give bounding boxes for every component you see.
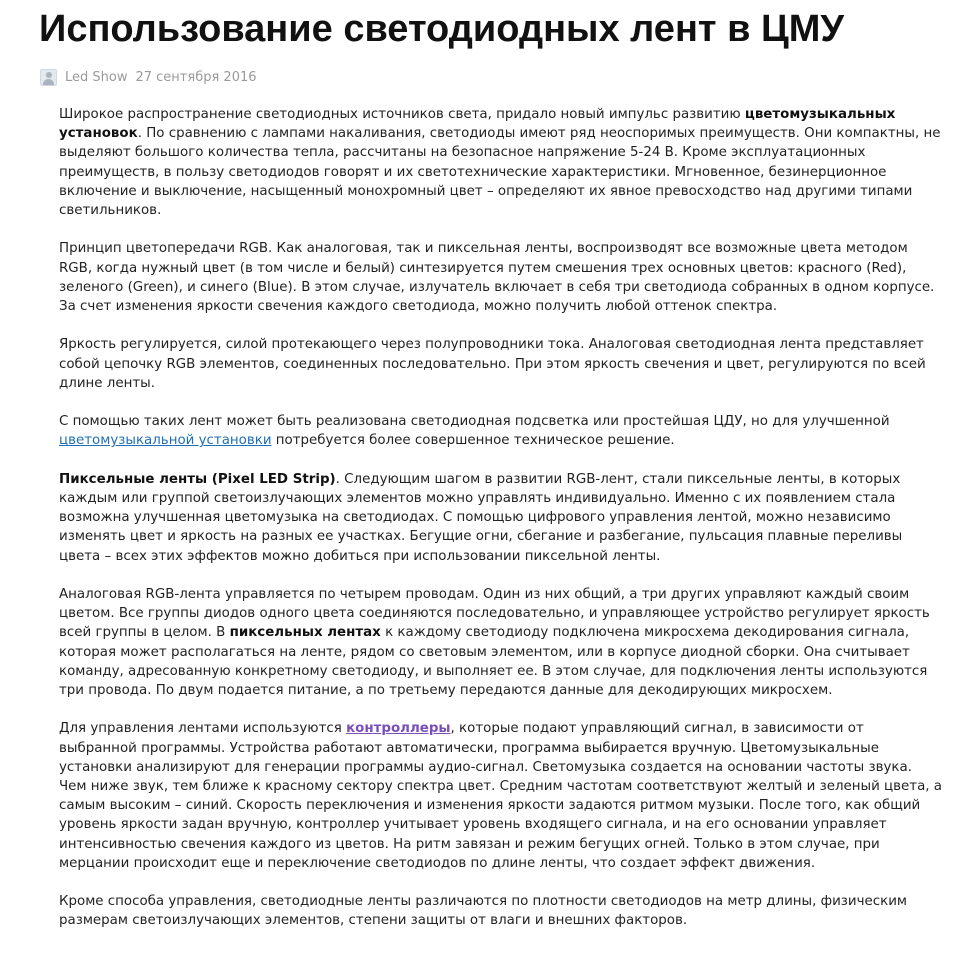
bold-term: цветомузыкальных установок — [59, 107, 896, 142]
paragraph-analog-control: Аналоговая RGB-лента управляется по четырем проводам. Один из них общий, а три других управляют каждый своим цветом. Все группы диодов одного цвета соединяются последовательно, и управляющее устройство регулирует яркость всей группы в целом. В пиксельных лентах к каждому светодиоду подключена микросхема декодирования сигнала, которая может располагаться на ленте, рядом со световым элементом, или в корпусе диодной сборки. Она считывает команду, адресованную конкретному светодиоду, и выполняет ее. В этом случае, для подключения ленты используются три провода. По двум подается питание, а по третьему передаются данные для декодирующих микросхем. — [59, 587, 930, 699]
paragraph-pixel-strips: Пиксельные ленты (Pixel LED Strip). Следующим шагом в развитии RGB-лент, стали пиксельные ленты, в которых каждым или группой светоизлучающих элементов можно управлять индивидуально. Именно с их появлением стала возможна улучшенная цветомузыка на светодиодах. С помощью цифрового управления лентой, можно независимо изменять цвет и яркость на разных ее участках. Бегущие огни, сбегание и разбегание, пульсация плавные переливы цвета – всех этих эффектов можно добиться при использовании пиксельной ленты. — [59, 471, 903, 564]
paragraph-simple-cdu: С помощью таких лент может быть реализована светодиодная подсветка или простейшая ЦДУ, но для улучшенной цветомузыкальной установки потребуется более совершенное техническое решение. — [59, 414, 890, 449]
page-title: Использование светодиодных лент в ЦМУ — [39, 8, 845, 50]
bold-term: пиксельных лентах — [229, 625, 381, 641]
post-meta — [40, 67, 257, 87]
user-avatar-icon — [40, 69, 57, 86]
paragraph-density: Кроме способа управления, светодиодные ленты различаются по плотности светодиодов на метр длины, физическим размерам светоизлучающих элементов, степени защиты от влаги и внешних факторов. — [59, 894, 908, 929]
paragraph-intro: Широкое распространение светодиодных источников света, придало новый импульс развитию цветомузыкальных установок. По сравнению с лампами накаливания, светодиоды имеют ряд неоспоримых преимуществ. Они компактны, не выделяют большого количества тепла, рассчитаны на безопасное напряжение 5-24 В. Кроме эксплуатационных преимуществ, в пользу светодиодов говорят и их светотехнические характеристики. Мгновенное, безинерционное включение и выключение, насыщенный монохромный цвет – определяют их явное превосходство над другими типами светильников. — [59, 107, 941, 219]
bold-term: Пиксельные ленты (Pixel LED Strip) — [59, 471, 336, 487]
paragraph-brightness: Яркость регулируется, силой протекающего через полупроводники тока. Аналоговая светодиодная лента представляет собой цепочку RGB элементов, соединенных последовательно. При этом яркость свечения и цвет, регулируются по всей длине ленты. — [59, 337, 926, 391]
link-controllers[interactable]: контроллеры — [346, 721, 451, 737]
article-body — [59, 105, 942, 950]
paragraph-rgb-principle: Принцип цветопередачи RGB. Как аналоговая, так и пиксельная ленты, воспроизводят все возможные цвета методом RGB, когда нужный цвет (в том числе и белый) синтезируется путем смешения трех основных цветов: красного (Red), зеленого (Green), и синего (Blue). В этом случае, излучатель включает в себя три светодиода собранных в одном корпусе. За счет изменения яркости свечения каждого светодиода, можно получить любой оттенок спектра. — [59, 241, 935, 315]
link-color-music-installation[interactable]: цветомузыкальной установки — [59, 433, 272, 449]
post-date: 27 сентября 2016 — [135, 69, 257, 85]
author-name[interactable]: Led Show — [65, 69, 128, 85]
paragraph-controllers: Для управления лентами используются контроллеры, которые подают управляющий сигнал, в зависимости от выбранной программы. Устройства работают автоматически, программа выбирается вручную. Цветомузыкальные установки анализируют для генерации программы аудио-сигнал. Светомузыка создается на основании частоты звука. Чем ниже звук, тем ближе к красному сектору спектра цвет. Средним частотам соответствуют желтый и зеленый цвета, а самым высоким – синий. Скорость переключения и изменения яркости задаются ритмом музыки. После того, как общий уровень яркости задан вручную, контроллер учитывает уровень входящего сигнала, и на его основании управляет интенсивностью свечения каждого из цветов. На ритм завязан и режим бегущих огней. Только в этом случае, при мерцании происходит еще и переключение светодиодов по длине ленты, что создает эффект движения. — [59, 721, 943, 871]
